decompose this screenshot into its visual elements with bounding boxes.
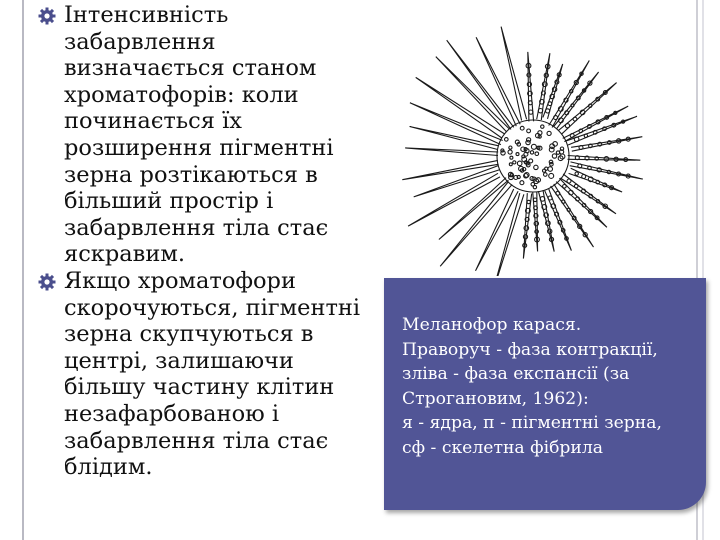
pigment-granule: [563, 185, 567, 189]
caption-line: я - ядра, п - пігментні зерна,: [402, 413, 662, 433]
pigment-granule: [552, 154, 556, 158]
pigment-granule: [542, 82, 547, 87]
bullet-line: зерна скупчуються в: [64, 321, 314, 348]
pigment-granule: [509, 175, 514, 180]
pigment-granule: [520, 181, 524, 185]
pigment-granule: [508, 150, 512, 154]
pigment-granule: [520, 126, 524, 130]
pigment-granule: [517, 175, 520, 178]
pigment-granule: [582, 175, 586, 179]
bullet-line: хроматофорів: коли: [64, 81, 299, 108]
pigment-granule: [603, 127, 607, 131]
left-decorative-rule: [22, 0, 24, 540]
pigment-granule: [527, 73, 531, 77]
pigment-granule: [561, 229, 565, 233]
pigment-granule: [560, 147, 563, 150]
pigment-granule: [529, 159, 533, 163]
bullet-line: яскравим.: [64, 241, 185, 268]
melanophore-ray: [414, 166, 500, 197]
pigment-granule: [530, 151, 533, 154]
pigment-granule: [522, 155, 525, 158]
pigment-granule: [596, 200, 599, 203]
pigment-granule: [579, 129, 583, 133]
bullet-line: більшу частину клітин: [64, 374, 335, 401]
pigment-granule: [509, 163, 512, 166]
pigment-granule: [571, 104, 574, 107]
bullet-line: Якщо хроматофори: [64, 267, 296, 294]
pigment-granule: [588, 166, 592, 170]
pigment-granule: [546, 109, 550, 113]
bullet-line: зерна розтікаються в: [64, 161, 318, 188]
pigment-granule: [608, 141, 612, 145]
pigment-granule: [562, 200, 565, 203]
pigment-granule: [547, 131, 551, 135]
pigment-granule: [535, 152, 539, 156]
pigment-granule: [582, 89, 585, 92]
pigment-granule: [517, 161, 522, 166]
pigment-granule: [573, 117, 577, 121]
pigment-granule: [549, 173, 554, 178]
pigment-granule: [607, 170, 610, 173]
melanophore-ray: [439, 178, 509, 240]
bullet-item-expansion: [38, 2, 378, 268]
pigment-granule: [589, 144, 593, 148]
pigment-granule: [527, 200, 530, 203]
melanophore-ray: [402, 160, 498, 179]
pigment-granule: [614, 157, 618, 161]
pigment-granule: [604, 157, 609, 162]
melanophore-ray: [405, 148, 498, 156]
pigment-granule: [526, 140, 530, 144]
pigment-granule: [574, 184, 578, 188]
pigment-granule: [548, 167, 553, 172]
melanophore-illustration: [383, 14, 663, 276]
bullet-line: більший простір і: [64, 188, 274, 215]
pigment-granule: [513, 161, 516, 164]
caption-line: зліва - фаза експансії (за: [402, 364, 630, 384]
pigment-granule: [582, 203, 586, 207]
melanophore-ray: [416, 77, 505, 138]
pigment-granule: [534, 165, 538, 169]
melanophore-ray: [447, 40, 514, 129]
pigment-granule: [543, 169, 546, 172]
bullet-item-contraction: [38, 268, 378, 481]
caption-line: Строгановим, 1962):: [402, 388, 589, 409]
pigment-granule: [589, 104, 592, 107]
pigment-granule: [529, 110, 533, 114]
pigment-granule: [556, 151, 559, 154]
pigment-granule: [541, 125, 544, 128]
bullet-line: забарвлення: [64, 28, 216, 55]
bullet-line: визначається станом: [64, 55, 317, 82]
bullet-line: блідим.: [64, 454, 153, 481]
pigment-granule: [510, 156, 513, 159]
bullet-line: забарвлення тіла стає: [64, 427, 329, 454]
gear-bullet-icon: [38, 7, 56, 25]
pigment-granule: [531, 144, 536, 149]
pigment-granule: [505, 138, 509, 142]
caption-line: Меланофор карася.: [402, 315, 582, 335]
pigment-granule: [516, 153, 519, 156]
melanophore-ray: [551, 184, 594, 247]
pigment-granule: [575, 172, 578, 175]
gear-bullet-icon: [38, 273, 56, 291]
bullet-list: [38, 2, 378, 481]
pigment-granule: [533, 198, 537, 202]
melanophore-ray: [501, 27, 526, 121]
pigment-granule: [501, 151, 505, 155]
bullet-line: незафарбованою і: [64, 400, 280, 427]
pigment-granule: [596, 180, 600, 184]
bullet-line: починається їх: [64, 108, 242, 135]
melanophore-ray: [493, 193, 524, 276]
caption-line: сф - скелетна фібрила: [402, 437, 604, 458]
bullet-line: розширення пігментні: [64, 134, 334, 161]
caption-text: [402, 313, 702, 460]
melanophore-ray: [436, 57, 510, 132]
pigment-granule: [533, 185, 536, 188]
bullet-line: Інтенсивність: [64, 2, 229, 28]
bullet-line: забарвлення тіла стає: [64, 214, 329, 241]
bullet-line: скорочуються, пігментні: [64, 294, 361, 321]
pigment-granule: [544, 173, 548, 177]
pigment-granule: [567, 179, 571, 183]
pigment-granule: [565, 124, 569, 128]
pigment-granule: [527, 129, 531, 133]
pigment-granule: [509, 146, 512, 149]
pigment-granule: [567, 208, 570, 211]
bullet-line: центрі, залишаючи: [64, 347, 294, 374]
pigment-granule: [535, 230, 539, 234]
pigment-granule: [595, 157, 598, 160]
pigment-granule: [570, 90, 573, 93]
pigment-granule: [584, 134, 587, 137]
melanophore-ray: [410, 127, 499, 150]
caption-line: Праворуч - фаза контракції,: [402, 339, 658, 360]
melanophore-ray: [440, 182, 512, 267]
